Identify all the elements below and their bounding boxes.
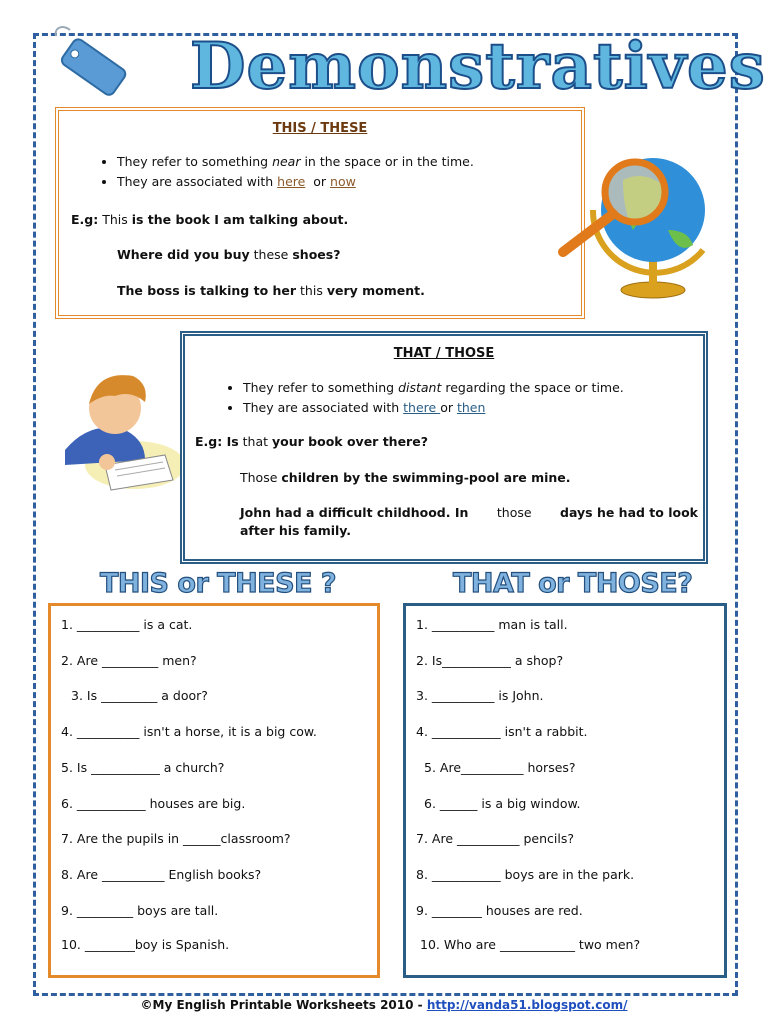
footer-link[interactable]: http://vanda51.blogspot.com/ bbox=[426, 998, 628, 1012]
exercise-item: 4. ___________ isn't a rabbit. bbox=[416, 724, 588, 739]
footer-copyright: ©My English Printable Worksheets 2010 - bbox=[140, 998, 427, 1012]
exercise-item: 5. Are__________ horses? bbox=[424, 760, 576, 775]
exercise-item: 7. Are __________ pencils? bbox=[416, 831, 574, 846]
example-3: The boss is talking to her this very moment. bbox=[117, 283, 425, 298]
exercise-item: 5. Is ___________ a church? bbox=[61, 760, 225, 775]
exercise-item: 1. __________ is a cat. bbox=[61, 617, 193, 632]
exercise-item: 2. Is___________ a shop? bbox=[416, 653, 564, 668]
exercise-item: 6. ______ is a big window. bbox=[424, 796, 581, 811]
left-section-title: THIS or THESE ? bbox=[100, 568, 337, 599]
right-section-title: THAT or THOSE? bbox=[453, 568, 693, 599]
exercise-item: 8. Are __________ English books? bbox=[61, 867, 262, 882]
luggage-tag-icon bbox=[40, 22, 130, 102]
exercise-item: 10. Who are ____________ two men? bbox=[420, 937, 641, 952]
that-those-heading: THAT / THOSE bbox=[393, 346, 495, 361]
exercise-item: 1. __________ man is tall. bbox=[416, 617, 568, 632]
this-these-exercise-box bbox=[48, 603, 380, 978]
that-those-rules bbox=[243, 378, 703, 418]
exercise-item: 7. Are the pupils in ______classroom? bbox=[61, 831, 291, 846]
exercise-item: 2. Are _________ men? bbox=[61, 653, 197, 668]
rule-item: • They refer to something near in the space or in the time. bbox=[117, 152, 581, 172]
that-those-box bbox=[180, 331, 708, 564]
exercise-item: 3. __________ is John. bbox=[416, 688, 544, 703]
exercise-item: 3. Is _________ a door? bbox=[71, 688, 208, 703]
exercise-item: 9. _________ boys are tall. bbox=[61, 903, 219, 918]
rule-item: • They refer to something distant regarding the space or time. bbox=[243, 378, 703, 398]
example-1: E.g: This is the book I am talking about. bbox=[71, 212, 349, 227]
exercise-item: 10. ________boy is Spanish. bbox=[61, 937, 230, 952]
example-2: Where did you buy these shoes? bbox=[117, 247, 341, 262]
example-3: John had a difficult childhood. In those days he had to look after his family. bbox=[240, 505, 698, 538]
example-1: E.g: Is that your book over there? bbox=[195, 434, 428, 449]
exercise-item: 8. ___________ boys are in the park. bbox=[416, 867, 635, 882]
page-title: Demonstratives bbox=[190, 29, 766, 104]
that-those-exercise-box bbox=[403, 603, 727, 978]
boy-writing-illustration bbox=[45, 360, 185, 500]
footer bbox=[0, 998, 768, 1012]
exercise-item: 6. ___________ houses are big. bbox=[61, 796, 246, 811]
this-these-heading: THIS / THESE bbox=[272, 121, 368, 136]
rule-item: • They are associated with here or now bbox=[117, 172, 581, 192]
this-these-rules bbox=[117, 152, 581, 192]
rule-item: • They are associated with there or then bbox=[243, 398, 703, 418]
globe-magnifier-icon bbox=[553, 140, 713, 300]
this-these-box bbox=[55, 107, 585, 319]
exercise-item: 9. ________ houses are red. bbox=[416, 903, 583, 918]
exercise-item: 4. __________ isn't a horse, it is a big cow. bbox=[61, 724, 317, 739]
example-2: Those children by the swimming-pool are mine. bbox=[240, 470, 571, 485]
